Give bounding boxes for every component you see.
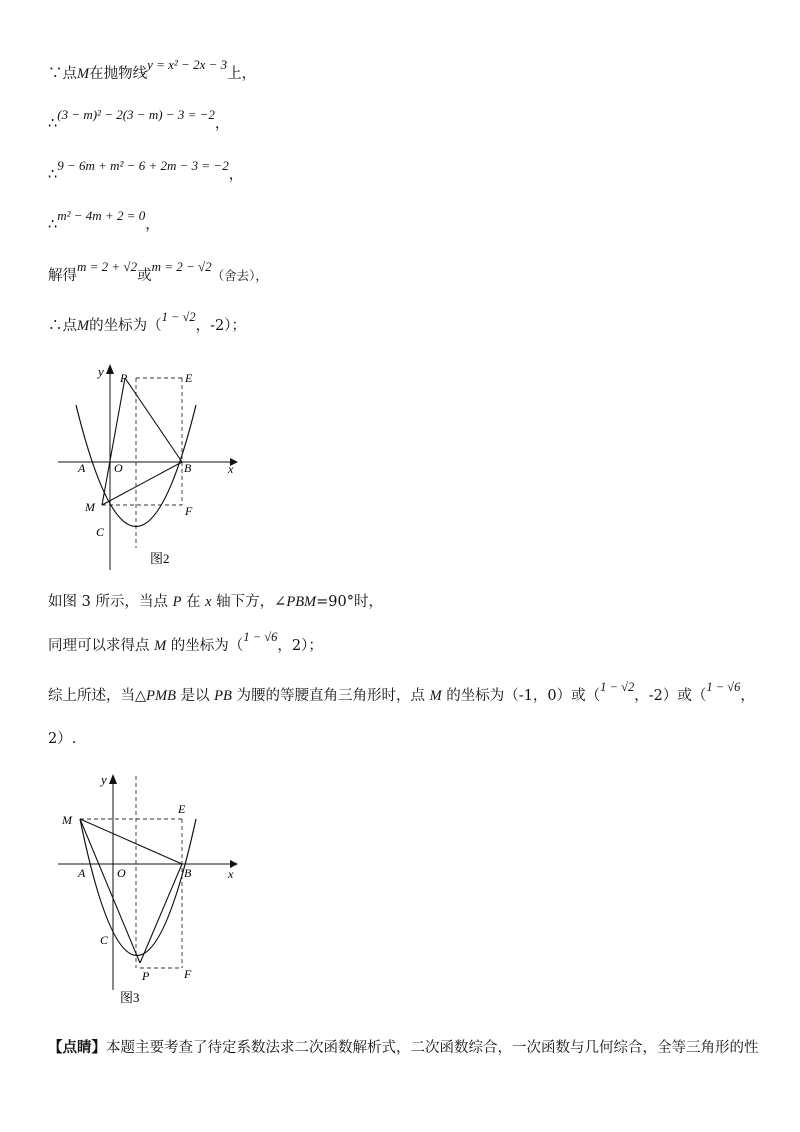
label-a: A xyxy=(78,461,86,475)
segment-pb xyxy=(125,378,182,462)
text: 上， xyxy=(227,66,257,82)
equation: 9 − 6m + m² − 6 + 2m − 3 = −2 xyxy=(57,158,229,173)
text: ∵点 xyxy=(48,66,77,82)
text: 为腰的等腰直角三角形时，点 xyxy=(231,688,430,704)
label-c: C xyxy=(100,933,109,947)
label-a: A xyxy=(78,866,86,880)
line-9 xyxy=(48,680,755,705)
line-7 xyxy=(48,590,383,611)
equation: m² − 4m + 2 = 0 xyxy=(57,208,146,223)
text: ∴点 xyxy=(48,318,77,334)
line-1 xyxy=(48,57,257,83)
var-m: M xyxy=(429,688,442,704)
text: =90°时， xyxy=(316,594,383,610)
label-y: y xyxy=(98,364,104,379)
text: 如图 3 所示，当点 xyxy=(48,594,173,610)
var-p: P xyxy=(172,594,182,610)
text: ， xyxy=(740,688,755,704)
var-x: x xyxy=(205,594,212,610)
text: （舍去）， xyxy=(211,268,268,283)
label-b: B xyxy=(184,461,192,475)
line-11 xyxy=(48,1036,759,1057)
y-axis-arrow-icon xyxy=(106,364,114,374)
line-3 xyxy=(48,158,244,184)
text: 2）. xyxy=(48,731,77,747)
label-m: M xyxy=(62,813,72,827)
text: 的坐标为（ xyxy=(89,318,162,334)
figure-2 xyxy=(58,360,248,575)
var-pb: PB xyxy=(214,688,232,704)
label-f: F xyxy=(184,967,192,981)
var-pbm: PBM xyxy=(286,594,317,610)
line-10 xyxy=(48,727,76,748)
parabola xyxy=(80,819,196,956)
label-e: E xyxy=(185,371,193,385)
coordinate-expr-1: 1 − √2 xyxy=(600,680,635,694)
line-2 xyxy=(48,107,230,133)
solution-2: m = 2 − √2 xyxy=(151,259,212,274)
var-m: M xyxy=(77,318,90,334)
segment-mb xyxy=(80,819,182,864)
text: 在 xyxy=(181,594,206,610)
summary-text: 本题主要考查了待定系数法求二次函数解析式，二次函数综合，一次函数与几何综合，全等三角形的性 xyxy=(106,1040,759,1056)
var-m: M xyxy=(154,638,167,654)
figure-2-caption: 图2 xyxy=(150,551,170,566)
segment-pm xyxy=(102,378,125,505)
text: 轴下方，∠ xyxy=(211,594,287,610)
parabola-equation: y = x² − 2x − 3 xyxy=(147,57,228,72)
figure-3-caption: 图3 xyxy=(120,990,140,1005)
line-8 xyxy=(48,630,323,655)
figure-3 xyxy=(58,770,248,1010)
label-b: B xyxy=(184,866,192,880)
label-y: y xyxy=(101,772,107,787)
label-p: P xyxy=(142,969,150,983)
text: ， xyxy=(145,217,160,233)
text: 在抛物线 xyxy=(89,66,148,82)
var-m: M xyxy=(77,66,90,82)
label-x: x xyxy=(228,462,234,476)
coordinate-expr: 1 − √6 xyxy=(243,630,278,644)
coordinate-expr: 1 − √2 xyxy=(161,310,196,324)
text: 综上所述，当△ xyxy=(48,688,147,704)
text: ， xyxy=(214,116,230,132)
equation: (3 − m)² − 2(3 − m) − 3 = −2 xyxy=(57,107,215,122)
line-4 xyxy=(48,208,160,234)
line-5 xyxy=(48,259,268,285)
text: 的坐标为（ xyxy=(166,638,244,654)
text: 同理可以求得点 xyxy=(48,638,155,654)
solution-1: m = 2 + √2 xyxy=(77,259,138,274)
segment-mp xyxy=(80,819,140,963)
coordinate-expr-2: 1 − √6 xyxy=(706,680,741,694)
var-pmb: PMB xyxy=(146,688,176,704)
text: ，2）； xyxy=(277,638,323,654)
label-c: C xyxy=(96,525,105,539)
label-o: O xyxy=(117,866,126,880)
text: ，-2）或（ xyxy=(634,688,707,704)
y-axis-arrow-icon xyxy=(109,774,117,784)
text: ，-2）； xyxy=(195,318,247,334)
label-x: x xyxy=(228,867,234,881)
label-e: E xyxy=(178,802,186,816)
line-6 xyxy=(48,310,247,335)
text: 或 xyxy=(137,268,152,284)
text: 是以 xyxy=(175,688,215,704)
therefore-symbol: ∴ xyxy=(48,217,58,233)
dianjing-label: 【点睛】 xyxy=(48,1039,106,1056)
text: 的坐标为（-1，0）或（ xyxy=(441,688,601,704)
label-p: P xyxy=(120,371,128,385)
segment-pb xyxy=(140,864,182,963)
label-m: M xyxy=(85,500,95,514)
therefore-symbol: ∴ xyxy=(48,116,58,132)
text: ， xyxy=(228,167,244,183)
label-f: F xyxy=(185,504,193,518)
therefore-symbol: ∴ xyxy=(48,167,58,183)
label-o: O xyxy=(114,461,123,475)
text: 解得 xyxy=(48,268,77,284)
